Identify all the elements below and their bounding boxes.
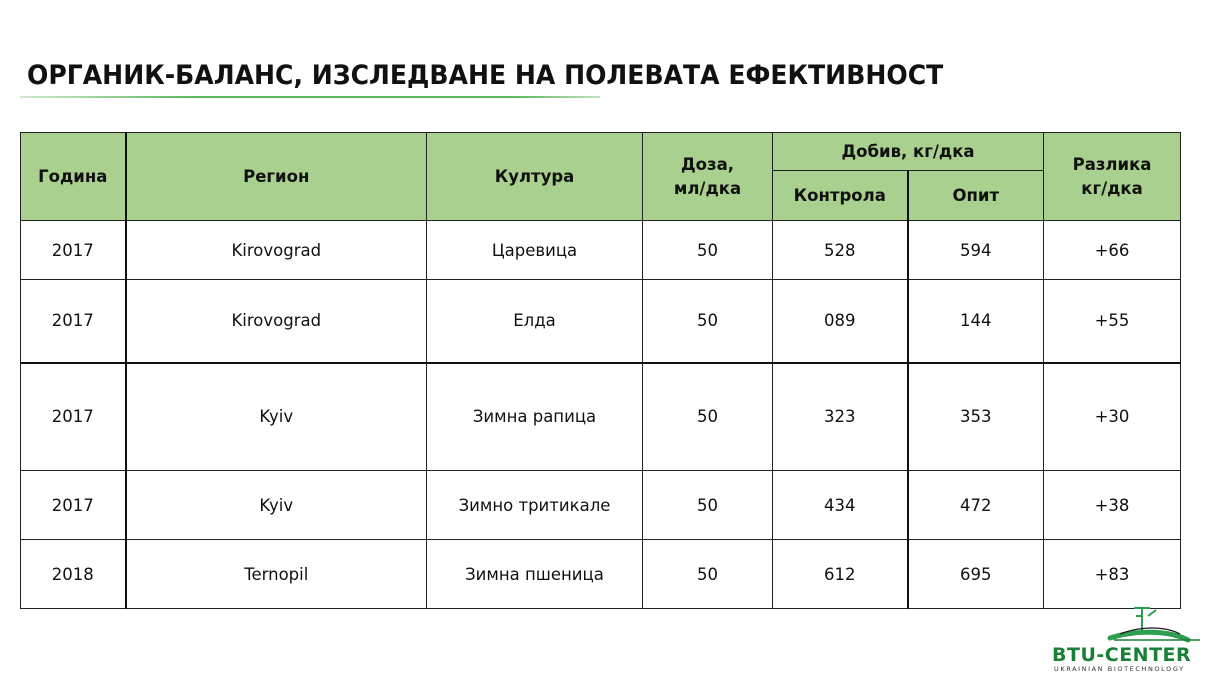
table-row xyxy=(21,221,1181,280)
cell-trial: 695 xyxy=(908,540,1044,609)
table-row xyxy=(21,471,1181,540)
cell-region: Ternopil xyxy=(126,540,427,609)
header-region: Регион xyxy=(126,133,427,221)
cell-control: 323 xyxy=(773,363,908,471)
cell-year: 2017 xyxy=(21,221,126,280)
cell-dose: 50 xyxy=(643,280,773,363)
cell-dose: 50 xyxy=(643,471,773,540)
cell-region: Kyiv xyxy=(126,363,427,471)
cell-difference: +30 xyxy=(1044,363,1181,471)
cell-year: 2017 xyxy=(21,471,126,540)
cell-dose: 50 xyxy=(643,540,773,609)
cell-crop: Зимна рапица xyxy=(427,363,643,471)
table-row xyxy=(21,540,1181,609)
header-year: Година xyxy=(21,133,126,221)
cell-control: 612 xyxy=(773,540,908,609)
cell-region: Kyiv xyxy=(126,471,427,540)
cell-crop: Елда xyxy=(427,280,643,363)
header-control: Контрола xyxy=(773,171,908,221)
logo-name: BTU-CENTER xyxy=(1052,644,1192,666)
cell-trial: 144 xyxy=(908,280,1044,363)
header-crop: Култура xyxy=(427,133,643,221)
cell-region: Kirovograd xyxy=(126,280,427,363)
cell-dose: 50 xyxy=(643,363,773,471)
table-row xyxy=(21,363,1181,471)
cell-difference: +66 xyxy=(1044,221,1181,280)
header-dose-label: Доза, мл/дка xyxy=(673,154,742,198)
logo-tagline: UKRAINIAN BIOTECHNOLOGY xyxy=(1054,665,1185,673)
results-table xyxy=(20,132,1181,609)
cell-crop: Зимно тритикале xyxy=(427,471,643,540)
header-trial: Опит xyxy=(908,171,1044,221)
cell-control: 089 xyxy=(773,280,908,363)
cell-control: 528 xyxy=(773,221,908,280)
cell-trial: 594 xyxy=(908,221,1044,280)
cell-difference: +83 xyxy=(1044,540,1181,609)
cell-difference: +55 xyxy=(1044,280,1181,363)
cell-control: 434 xyxy=(773,471,908,540)
cell-year: 2018 xyxy=(21,540,126,609)
header-yield-group: Добив, кг/дка xyxy=(773,133,1044,171)
cell-year: 2017 xyxy=(21,363,126,471)
cell-year: 2017 xyxy=(21,280,126,363)
cell-crop: Зимна пшеница xyxy=(427,540,643,609)
page-title: ОРГАНИК-БАЛАНС, ИЗСЛЕДВАНЕ НА ПОЛЕВАТА ЕФЕКТИВНОСТ xyxy=(27,60,944,91)
title-underline xyxy=(20,96,600,98)
cell-region: Kirovograd xyxy=(126,221,427,280)
header-difference-label: Разлика кг/дка xyxy=(1072,154,1152,198)
header-difference xyxy=(1044,133,1181,221)
table-row xyxy=(21,280,1181,363)
cell-trial: 472 xyxy=(908,471,1044,540)
cell-dose: 50 xyxy=(643,221,773,280)
cell-trial: 353 xyxy=(908,363,1044,471)
header-dose xyxy=(643,133,773,221)
cell-crop: Царевица xyxy=(427,221,643,280)
cell-difference: +38 xyxy=(1044,471,1181,540)
